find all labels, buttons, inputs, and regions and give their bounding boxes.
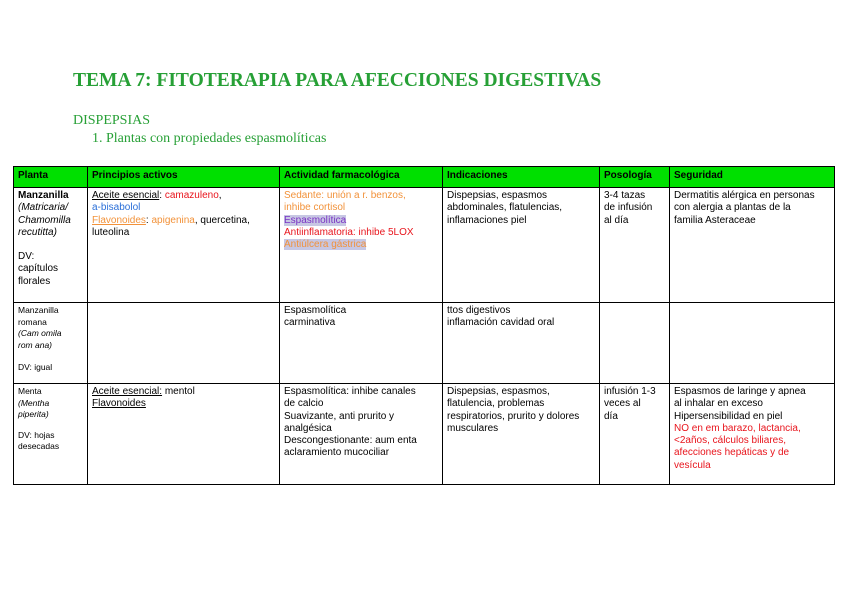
cell-indicaciones xyxy=(443,384,600,485)
cell-posologia xyxy=(600,188,670,303)
table-row xyxy=(14,188,835,303)
seguridad-line: Espasmos de laringe y apnea xyxy=(674,386,806,397)
plant-name: romana xyxy=(18,316,47,327)
plant-latin: Chamomilla xyxy=(18,214,71,226)
seguridad-line: al inhalar en exceso xyxy=(674,398,763,410)
actividad-line: Espasmolítica xyxy=(284,305,347,316)
plant-dv: DV: igual xyxy=(18,362,53,372)
indicacion-line: ttos digestivos xyxy=(447,305,511,316)
cell-actividad xyxy=(280,384,443,485)
plant-latin: (Matricaria/ xyxy=(18,202,69,214)
indicacion-line: respiratorios, prurito y dolores xyxy=(447,410,580,422)
cell-posologia xyxy=(600,303,670,384)
plant-name: Manzanilla xyxy=(18,190,69,201)
header-planta: Planta xyxy=(14,167,88,188)
posologia-line: día xyxy=(604,410,618,422)
espasmolitica: Espasmolítica xyxy=(284,214,347,226)
header-seguridad: Seguridad xyxy=(670,167,835,188)
plant-latin: recutitta) xyxy=(18,226,57,238)
indicacion-line: inflamaciones piel xyxy=(447,214,527,226)
cell-posologia xyxy=(600,384,670,485)
cell-indicaciones xyxy=(443,303,600,384)
plant-dv: DV: xyxy=(18,251,35,263)
contraindicacion-line: <2años, cálculos biliares, xyxy=(674,435,787,447)
indicacion-line: musculares xyxy=(447,422,499,434)
header-posologia: Posología xyxy=(600,167,670,188)
cell-principios xyxy=(88,188,280,303)
plant-dv: desecadas xyxy=(18,441,60,451)
cell-seguridad xyxy=(670,303,835,384)
plant-latin: piperita) xyxy=(18,409,49,419)
table-header-row xyxy=(14,167,835,188)
plant-name: Manzanilla xyxy=(18,305,59,315)
sedante: Sedante: unión a r. benzos, xyxy=(284,190,406,201)
actividad-line: Descongestionante: aum enta xyxy=(284,435,417,447)
header-principios-activos: Principios activos xyxy=(88,167,280,188)
cell-principios xyxy=(88,384,280,485)
flavonoides-label: Flavonoides xyxy=(92,214,146,226)
cell-planta xyxy=(14,384,88,485)
table-row xyxy=(14,303,835,384)
actividad-line: analgésica xyxy=(284,422,332,434)
antiulcera: Antiúlcera gástrica xyxy=(284,239,367,251)
posologia-line: de infusión xyxy=(604,202,653,214)
header-actividad: Actividad farmacológica xyxy=(280,167,443,188)
plant-name: Menta xyxy=(18,386,42,396)
subsection-heading: 1. Plantas con propiedades espasmolíticas xyxy=(92,131,327,146)
plant-latin: rom ana) xyxy=(18,339,53,350)
actividad-line: Espasmolítica: inhibe canales xyxy=(284,386,416,397)
header-indicaciones: Indicaciones xyxy=(443,167,600,188)
aceite-esencial-label: Aceite esencial: xyxy=(92,386,163,397)
cell-actividad xyxy=(280,303,443,384)
cell-seguridad xyxy=(670,384,835,485)
plant-dv: florales xyxy=(18,275,51,287)
cell-principios xyxy=(88,303,280,384)
flavonoides-label: Flavonoides xyxy=(92,398,146,410)
sedante: inhibe cortisol xyxy=(284,202,346,214)
posologia-line: al día xyxy=(604,214,629,226)
indicacion-line: inflamación cavidad oral xyxy=(447,317,555,329)
seguridad-line: Dermatitis alérgica en personas xyxy=(674,190,815,201)
indicacion-line: Dispepsias, espasmos xyxy=(447,190,548,201)
posologia-line: veces al xyxy=(604,398,641,410)
contraindicacion-line: afecciones hepáticas y de xyxy=(674,447,790,459)
cell-planta xyxy=(14,303,88,384)
seguridad-line: familia Asteraceae xyxy=(674,214,756,226)
aceite-esencial-label: Aceite esencial xyxy=(92,190,160,201)
mentol: mentol xyxy=(162,386,195,397)
indicacion-line: Dispepsias, espasmos, xyxy=(447,386,550,397)
section-heading: DISPEPSIAS xyxy=(73,113,151,128)
colon: : xyxy=(145,214,149,226)
plant-dv: capítulos xyxy=(18,263,59,275)
cell-seguridad xyxy=(670,188,835,303)
seguridad-line: con alergia a plantas de la xyxy=(674,202,791,214)
colon: : xyxy=(159,190,163,201)
plant-latin: (Cam omila xyxy=(18,328,62,338)
contraindicacion-line: NO en em barazo, lactancia, xyxy=(674,422,801,434)
contraindicacion-line: vesícula xyxy=(674,459,711,471)
actividad-line: de calcio xyxy=(284,398,324,410)
actividad-line: Suavizante, anti prurito y xyxy=(284,410,395,422)
indicacion-line: flatulencia, problemas xyxy=(447,398,545,410)
cell-planta xyxy=(14,188,88,303)
comma: , xyxy=(218,190,222,201)
posologia-line: 3-4 tazas xyxy=(604,190,646,201)
actividad-line: carminativa xyxy=(284,317,336,329)
posologia-line: infusión 1-3 xyxy=(604,386,656,397)
luteolina: luteolina xyxy=(92,226,130,238)
plant-dv: DV: hojas xyxy=(18,429,55,440)
quercetina: , quercetina, xyxy=(194,214,250,226)
bisabolol: a-bisabolol xyxy=(92,202,141,214)
page-title: TEMA 7: FITOTERAPIA PARA AFECCIONES DIGESTIVAS xyxy=(73,70,602,91)
table-row xyxy=(14,384,835,485)
plants-table xyxy=(13,166,835,485)
cell-indicaciones xyxy=(443,188,600,303)
cell-actividad xyxy=(280,188,443,303)
seguridad-line: Hipersensibilidad en piel xyxy=(674,410,783,422)
indicacion-line: abdominales, flatulencias, xyxy=(447,202,563,214)
actividad-line: aclaramiento mucociliar xyxy=(284,447,390,459)
apigenina: apigenina xyxy=(151,214,195,226)
camazuleno: camazuleno xyxy=(164,190,219,201)
antiinflamatoria: Antiinflamatoria: inhibe 5LOX xyxy=(284,226,414,238)
plant-latin: (Mentha xyxy=(18,397,50,408)
